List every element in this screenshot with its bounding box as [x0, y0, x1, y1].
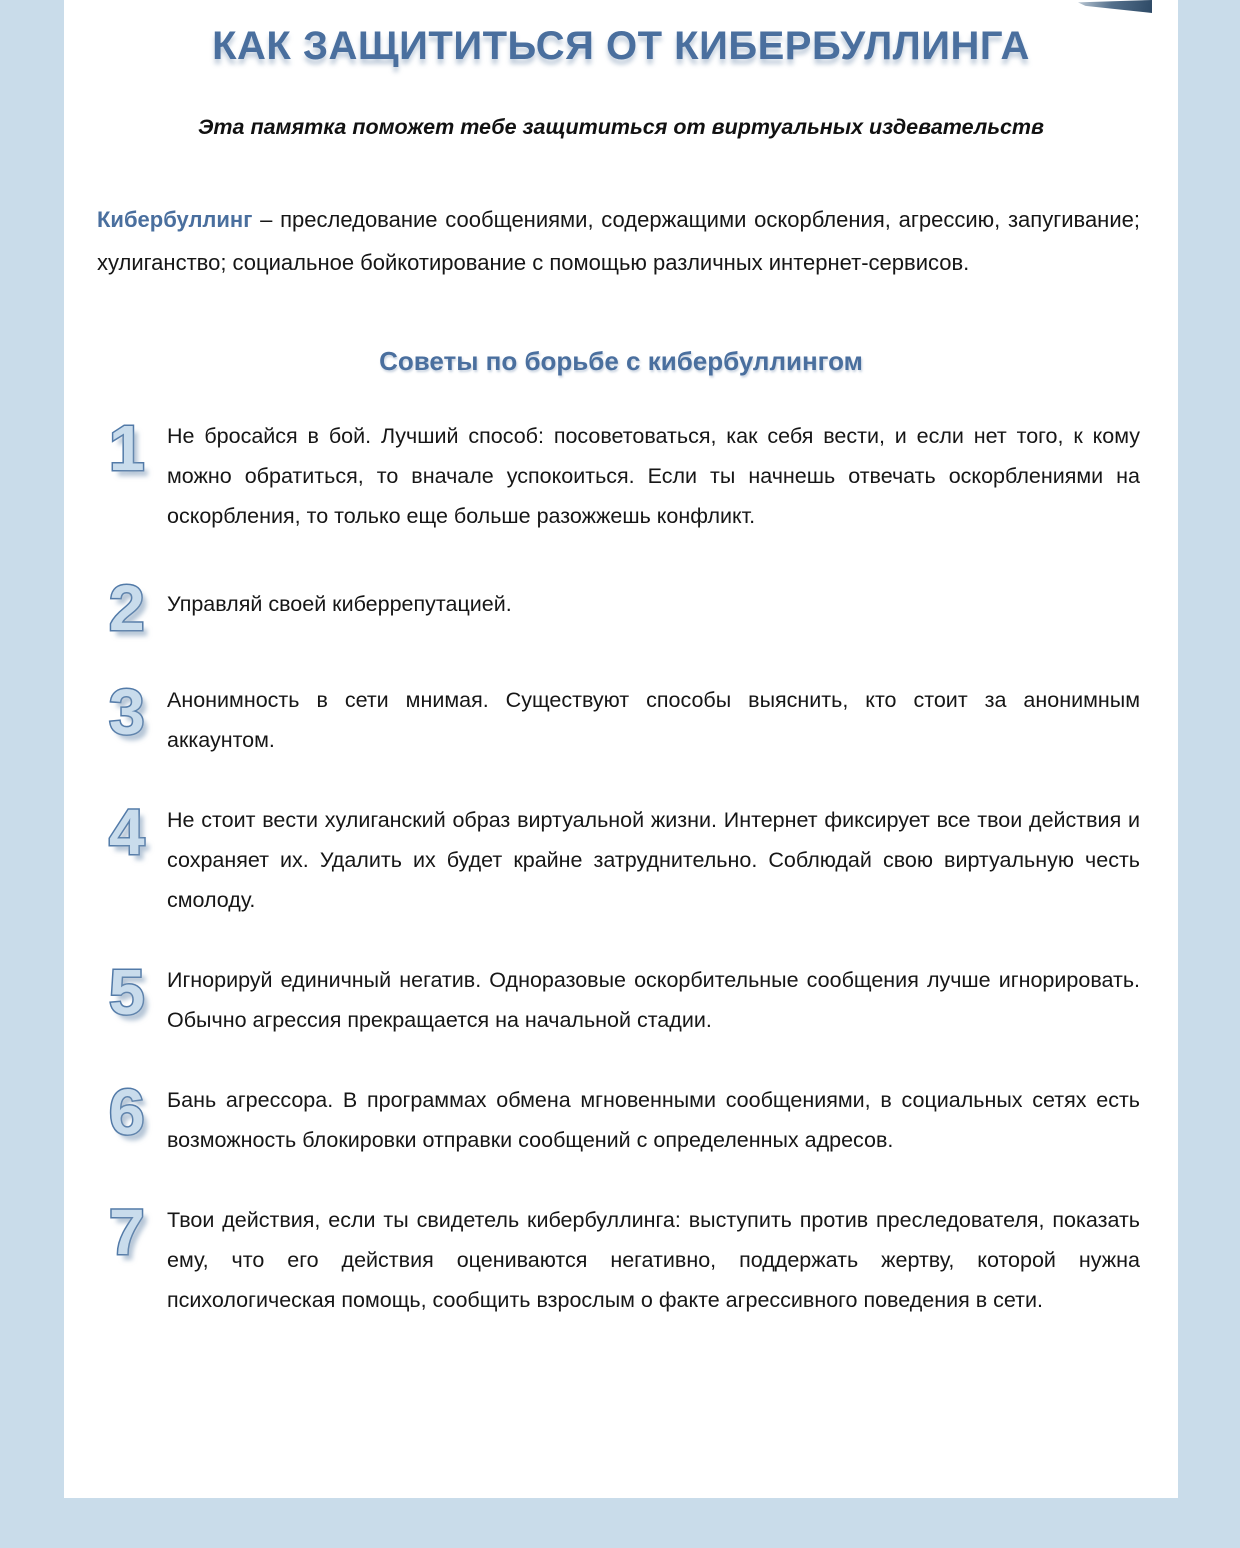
page-subtitle: Эта памятка поможет тебе защититься от виртуальных издевательств — [197, 115, 1045, 139]
tip-row-6 — [64, 1076, 1178, 1160]
tips-list — [64, 412, 1178, 1320]
tip-text-7: Твои действия, если ты свидетель кибербуллинга: выступить против преследователя, показать ему, что его действия оцениваются негативно, поддержать жертву, которой нужна психологическая помощь, сообщить взрослым о факте агрессивного поведения в сети. — [167, 1208, 1140, 1312]
tip-text-4: Не стоит вести хулиганский образ виртуальной жизни. Интернет фиксирует все твои действия и сохраняет их. Удалить их будет крайне затруднительно. Соблюдай свою виртуальную честь смолоду. — [167, 808, 1140, 912]
tip-text-3: Анонимность в сети мнимая. Существуют способы выяснить, кто стоит за анонимным аккаунтом. — [167, 688, 1140, 752]
page-title: КАК ЗАЩИТИТЬСЯ ОТ КИБЕРБУЛЛИНГА — [212, 24, 1030, 68]
tip-number-6: 6 — [109, 1076, 145, 1148]
tip-row-2 — [64, 572, 1178, 644]
tip-text-1: Не бросайся в бой. Лучший способ: посоветоваться, как себя вести, и если нет того, к кому можно обратиться, то вначале успокоиться. Если ты начнешь отвечать оскорблениями на оскорбления, то только еще больше разожжешь конфликт. — [167, 424, 1140, 528]
tip-text-5: Игнорируй единичный негатив. Одноразовые оскорбительные сообщения лучше игнорировать. Обычно агрессия прекращается на начальной стадии. — [167, 968, 1140, 1032]
tip-row-3 — [64, 676, 1178, 760]
tip-row-4 — [64, 796, 1178, 920]
section-heading: Советы по борьбе с кибербуллингом — [379, 346, 863, 376]
definition-term: Кибербуллинг — [97, 207, 253, 232]
tip-row-7 — [64, 1196, 1178, 1320]
tip-number-3: 3 — [109, 676, 145, 748]
tip-number-5: 5 — [109, 956, 145, 1028]
tip-number-7: 7 — [109, 1196, 145, 1268]
definition-text: преследование сообщениями, содержащими оскорбления, агрессию, запугивание; хулиганство; социальное бойкотирование с помощью различных интернет-сервисов. — [97, 207, 1140, 275]
tip-text-6: Бань агрессора. В программах обмена мгновенными сообщениями, в социальных сетях есть возможность блокировки отправки сообщений с определенных адресов. — [167, 1088, 1140, 1152]
memo-page — [64, 0, 1178, 1498]
tip-row-1 — [64, 412, 1178, 536]
tip-number-2: 2 — [109, 572, 145, 644]
tip-row-5 — [64, 956, 1178, 1040]
tip-text-2: Управляй своей киберрепутацией. — [167, 592, 512, 616]
definition-paragraph — [97, 198, 1140, 284]
tip-number-4: 4 — [109, 796, 145, 868]
definition-dash: – — [260, 207, 273, 232]
tip-number-1: 1 — [109, 412, 145, 484]
